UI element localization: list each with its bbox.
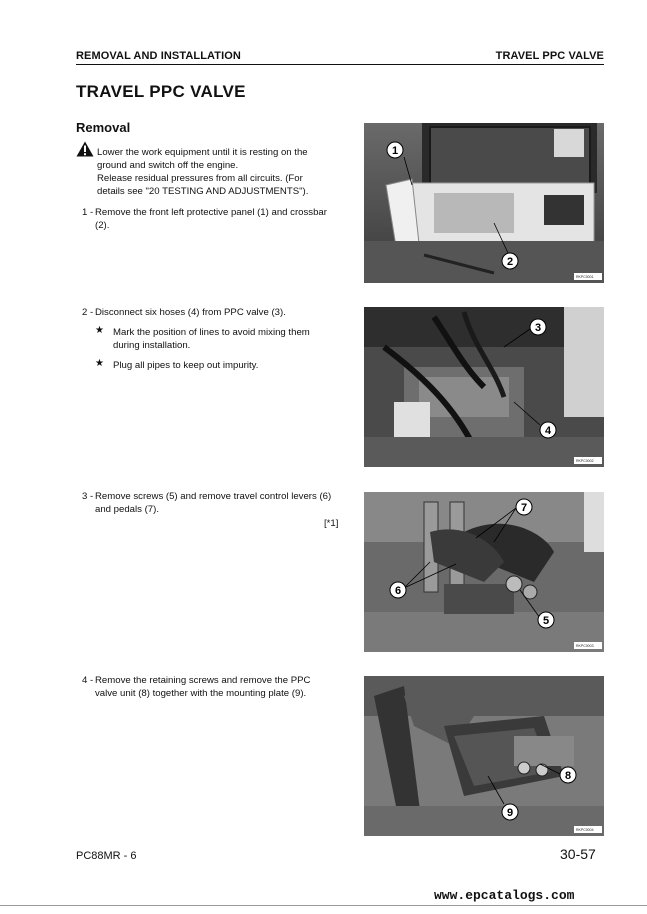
step-1-photo (364, 123, 604, 283)
warning-line-4: details see "20 TESTING AND ADJUSTMENTS"). (97, 186, 309, 197)
warning-triangle-icon (76, 141, 94, 157)
star-bullet-icon: ★ (95, 325, 104, 336)
warning-line-2: ground and switch off the engine. (97, 160, 239, 171)
star-bullet-icon: ★ (95, 358, 104, 369)
callout-number: 2 (506, 256, 514, 268)
step-text: Remove the front left protective panel (1) and crossbar (95, 207, 327, 218)
warning-line-1: Lower the work equipment until it is resting on the (97, 147, 308, 158)
header-section-right: TRAVEL PPC VALVE (495, 50, 604, 62)
callout-number: 3 (534, 322, 542, 334)
footer-page-number: 30-57 (560, 846, 596, 862)
warning-line-3: Release residual pressures from all circuits. (For (97, 173, 303, 184)
watermark-url: www.epcatalogs.com (434, 888, 575, 903)
step-number: 2 - (82, 307, 94, 318)
step-2-photo (364, 307, 604, 467)
bullet-text: during installation. (113, 340, 191, 351)
step-text: Remove the retaining screws and remove the PPC (95, 675, 311, 686)
photo-code: RKPC0002 (576, 459, 594, 463)
step-text: and pedals (7). (95, 504, 159, 515)
footer-model: PC88MR - 6 (76, 850, 137, 862)
step-number: 3 - (82, 491, 94, 502)
callout-number: 5 (542, 615, 550, 627)
bullet-text: Plug all pipes to keep out impurity. (113, 360, 259, 371)
header-section-left: REMOVAL AND INSTALLATION (76, 50, 241, 62)
photo-code: RKPC0004 (576, 828, 594, 832)
photo-code: RKPC0003 (576, 644, 594, 648)
step-text: valve unit (8) together with the mounting plate (9). (95, 688, 307, 699)
step-text: Remove screws (5) and remove travel control levers (6) (95, 491, 332, 502)
callout-number: 7 (520, 502, 528, 514)
callout-number: 1 (391, 145, 399, 157)
photo-code: RKPC0001 (576, 275, 594, 279)
bullet-text: Mark the position of lines to avoid mixing them (113, 327, 310, 338)
section-title: Removal (76, 120, 131, 135)
reference-mark: [*1] (324, 518, 339, 529)
step-text: Disconnect six hoses (4) from PPC valve (3). (95, 307, 286, 318)
step-number: 1 - (82, 207, 94, 218)
step-3-photo (364, 492, 604, 652)
bottom-divider (0, 905, 647, 906)
page-title: TRAVEL PPC VALVE (76, 82, 246, 101)
step-4-photo (364, 676, 604, 836)
callout-number: 8 (564, 770, 572, 782)
step-number: 4 - (82, 675, 94, 686)
callout-number: 9 (506, 807, 514, 819)
step-text: (2). (95, 220, 110, 231)
callout-number: 4 (544, 425, 552, 437)
callout-number: 6 (394, 585, 402, 597)
header-rule (76, 64, 604, 65)
